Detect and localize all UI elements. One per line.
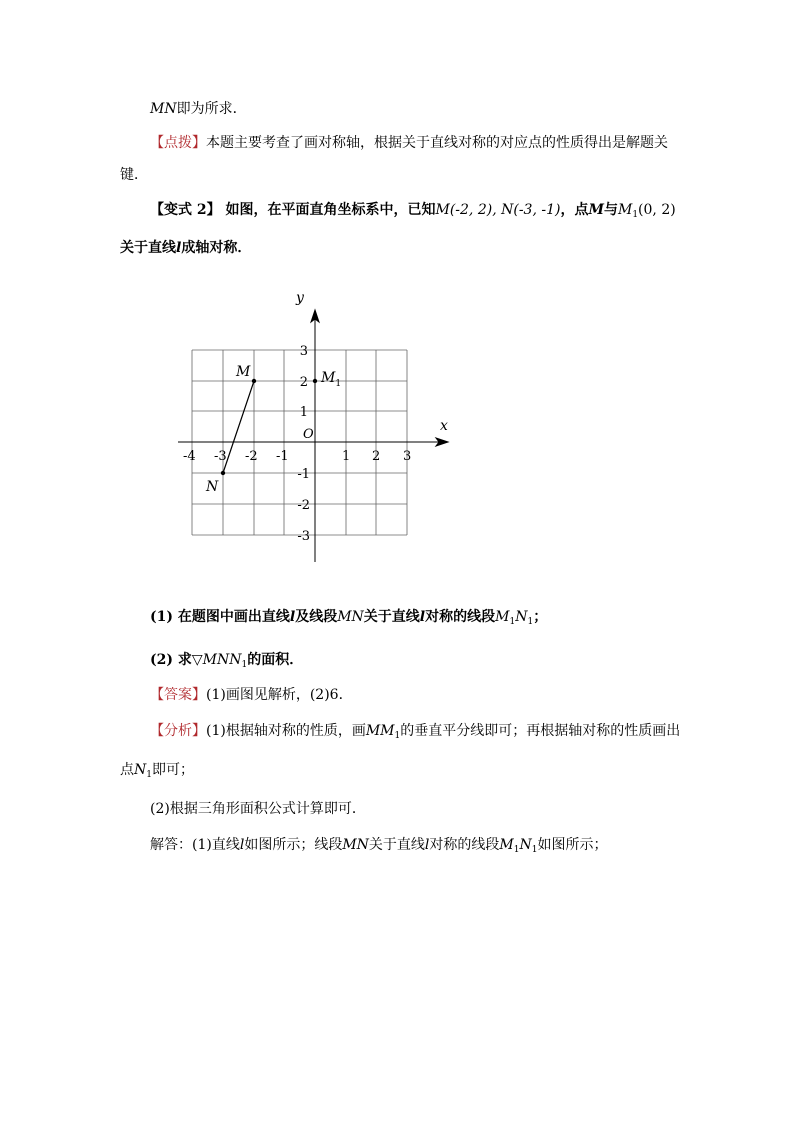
answer-label: 【答案】 xyxy=(150,687,206,703)
q1-text-2: 及线段 xyxy=(295,609,338,625)
analysis-label: 【分析】 xyxy=(150,723,206,739)
q1-end: ； xyxy=(533,609,548,625)
variant-text-4: 关于直线 xyxy=(120,240,176,256)
variant-m1: M xyxy=(617,202,633,218)
y-tick-labels xyxy=(297,344,310,544)
q2-number: (2) xyxy=(150,652,173,668)
q2-triangle-symbol: ▽ xyxy=(191,652,203,668)
q1-text-4: 对称的线段 xyxy=(425,609,496,625)
formula-line xyxy=(150,799,366,819)
y-tick: 1 xyxy=(299,405,308,420)
x-tick: 1 xyxy=(342,449,351,464)
solution-text-4: 对称的线段 xyxy=(429,837,500,853)
q1-l: l xyxy=(289,609,296,625)
q1-seg-sub-2: 1 xyxy=(527,617,534,627)
variant-label: 【变式 2】 xyxy=(150,202,221,218)
y-tick: 3 xyxy=(299,344,308,359)
q2-sub: 1 xyxy=(241,660,248,670)
x-tick: -1 xyxy=(276,449,289,464)
q1-mn: MN xyxy=(337,609,364,625)
variant-point-m: M xyxy=(588,202,604,218)
variant-text: 如图，在平面直角坐标系中，已知 xyxy=(225,202,436,218)
solution-text: 解答：(1)直线 xyxy=(150,837,240,853)
q1-seg-n: N xyxy=(515,609,528,625)
analysis-n: N xyxy=(134,762,147,778)
tip-label: 【点拨】 xyxy=(150,135,206,151)
variant-coords: M(-2, 2), N(-3, -1) xyxy=(435,202,561,218)
result-text: 即为所求． xyxy=(176,101,247,117)
analysis-n-sub: 1 xyxy=(146,770,152,780)
result-line xyxy=(150,99,247,119)
q2-text: 求 xyxy=(177,652,192,668)
analysis-text-3: 点 xyxy=(120,762,134,778)
point-m-label: M xyxy=(236,364,251,380)
point-m1-label xyxy=(320,370,341,389)
variant-text-2: ，点 xyxy=(560,202,589,218)
y-tick: 2 xyxy=(299,375,308,390)
solution-l: l xyxy=(239,837,245,853)
x-tick: 3 xyxy=(403,449,412,464)
solution-l-2: l xyxy=(424,837,430,853)
analysis-line-2 xyxy=(120,760,194,780)
point-m xyxy=(252,379,256,383)
point-m1-sub: 1 xyxy=(335,379,342,389)
x-axis-label: x xyxy=(440,418,448,434)
solution-text-3: 关于直线 xyxy=(368,837,425,853)
solution-seg-n: N xyxy=(519,837,532,853)
q1-text-3: 关于直线 xyxy=(363,609,420,625)
y-tick: -3 xyxy=(297,529,310,544)
variant-line-2 xyxy=(120,238,251,258)
tip-text: 本题主要考查了画对称轴，根据关于直线对称的对应点的性质得出是解题关 xyxy=(206,135,668,151)
tip-text-2: 键． xyxy=(120,167,148,183)
variant-l: l xyxy=(176,240,182,256)
solution-seg-sub-2: 1 xyxy=(531,845,538,855)
q2-text-2: 的面积． xyxy=(247,652,304,668)
q2-mnn: MNN xyxy=(202,652,242,668)
solution-text-5: 如图所示； xyxy=(537,837,608,853)
variant-line xyxy=(150,200,676,220)
analysis-mm: MM xyxy=(365,723,395,739)
question-2 xyxy=(150,650,303,670)
x-tick: -4 xyxy=(183,449,196,464)
solution-seg-m: M xyxy=(499,837,514,853)
x-tick: 2 xyxy=(372,449,381,464)
point-n xyxy=(221,471,225,475)
y-axis-label: y xyxy=(296,290,304,306)
variant-m1-sub: 1 xyxy=(632,210,639,220)
x-tick: -2 xyxy=(245,449,258,464)
q1-seg-sub-1: 1 xyxy=(509,617,516,627)
variant-m1-coord: (0, 2) xyxy=(638,202,676,218)
point-m1-letter: M xyxy=(321,370,336,386)
analysis-line xyxy=(150,721,680,741)
x-tick: -3 xyxy=(214,449,227,464)
solution-line xyxy=(150,835,607,855)
q1-number: (1) xyxy=(150,609,173,625)
solution-text-2: 如图所示；线段 xyxy=(244,837,343,853)
analysis-text: (1)根据轴对称的性质，画 xyxy=(206,723,366,739)
q1-l-2: l xyxy=(419,609,426,625)
point-m1 xyxy=(313,379,317,383)
question-1 xyxy=(150,607,547,627)
analysis-text-2: 的垂直平分线即可；再根据轴对称的性质画出 xyxy=(400,723,681,739)
variant-text-5: 成轴对称． xyxy=(181,240,252,256)
analysis-text-4: 即可； xyxy=(151,762,194,778)
answer-line xyxy=(150,685,353,705)
coordinate-graph xyxy=(160,285,460,575)
solution-seg-sub-1: 1 xyxy=(513,845,520,855)
solution-mn: MN xyxy=(342,837,369,853)
point-n-label: N xyxy=(206,479,219,495)
x-tick-labels xyxy=(183,449,411,464)
origin-label: O xyxy=(303,427,314,442)
tip-line-2 xyxy=(120,165,148,185)
answer-text: (1)画图见解析，(2)6． xyxy=(206,687,353,703)
q1-seg-m: M xyxy=(495,609,510,625)
formula-text: (2)根据三角形面积公式计算即可． xyxy=(150,801,366,817)
analysis-mm-sub: 1 xyxy=(394,731,401,741)
segment-mn: MN xyxy=(150,101,177,117)
variant-text-3: 与 xyxy=(603,202,618,218)
y-tick: -2 xyxy=(297,498,310,513)
tip-line xyxy=(150,133,668,153)
y-tick: -1 xyxy=(297,467,310,482)
q1-text: 在题图中画出直线 xyxy=(177,609,290,625)
